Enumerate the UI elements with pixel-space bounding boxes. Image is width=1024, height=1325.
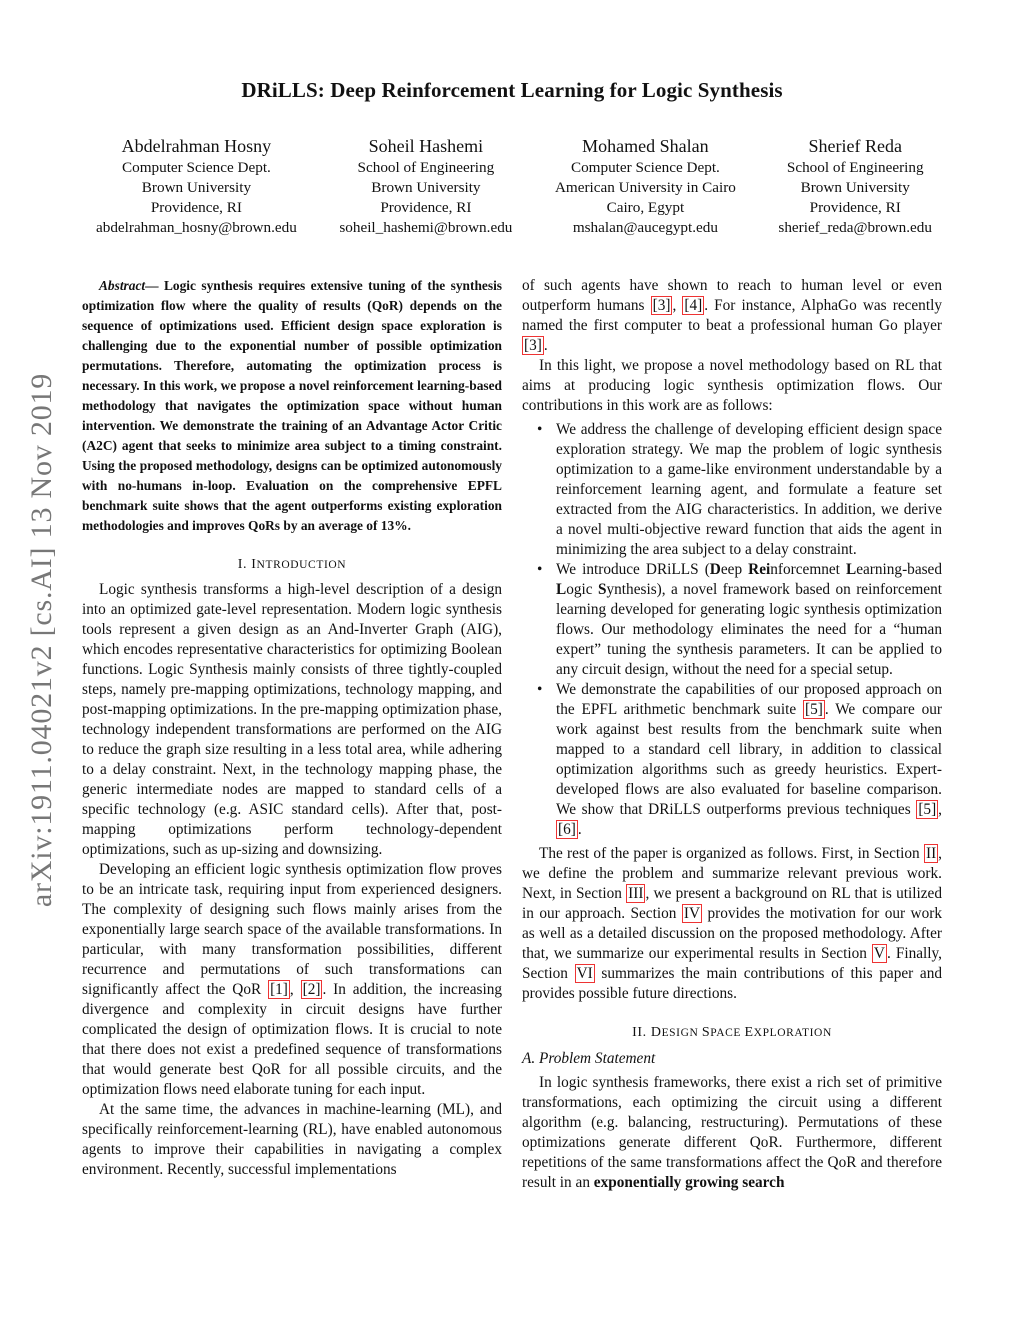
section-heading-introduction: I. INTRODUCTION xyxy=(237,557,347,572)
author-3 xyxy=(555,134,736,238)
list-item: • We introduce DRiLLS (Deep Reinforcemnet Learning-based Logic Synthesis), a novel framework based on reinforcement learning developed for generating logic synthesis optimization flows. Our methodology eliminates the need for a “human expert” tuning the synthesis parameters. It can be applied to any circuit design, without the need for a special setup. xyxy=(556,560,942,680)
section-link[interactable]: IV xyxy=(683,905,700,922)
author-dept: School of Engineering xyxy=(357,159,495,176)
citation-link[interactable]: [4] xyxy=(684,297,703,314)
citation-link[interactable]: [3] xyxy=(652,297,671,314)
right-paragraph-1: In this light, we propose a novel methodology based on RL that aims at producing logic synthesis optimization flows. Our contributions in this work are as follows: xyxy=(522,357,942,414)
citation-link[interactable]: [2] xyxy=(302,981,321,998)
section-link[interactable]: II xyxy=(925,845,937,862)
intro-paragraph-2: Developing an efficient logic synthesis optimization flow proves to be an intricate task, requiring input from experienced designers. The complexity of designing such flows mainly arises from the exponentially large search space of the available transformations. In particular, with many transformation possibilities, different recurrence and permutations of such transformations can significantly affect the QoR [1] , [2] . In addition, the increasing divergence and complexity in circuit designs have further complicated the design of optimization flows. It is crucial to note that there does not exist a predefined sequence of transformations that would generate best QoR for all possible circuits, and the optimization flows need elaborate tuning for each input. xyxy=(82,861,502,1098)
intro-paragraph-3: At the same time, the advances in machine-learning (ML), and specifically reinforcement-learning (RL), have enabled autonomous agents to improve their capabilities in navigating a complex environment. Recently, successful implementations xyxy=(82,1101,502,1178)
author-location: Providence, RI xyxy=(809,199,901,216)
author-dept: School of Engineering xyxy=(786,159,924,176)
section-link[interactable]: VI xyxy=(576,965,593,982)
author-2 xyxy=(339,134,512,238)
abstract xyxy=(82,276,502,536)
paper-title: DRiLLS: Deep Reinforcement Learning for Logic Synthesis xyxy=(241,78,783,102)
right-paragraph-2: The rest of the paper is organized as follows. First, in Section II , we define the problem and summarize relevant previous work. Next, in Section III , we present a background on RL that is utilized in our approach. Section IV provides the motivation for our work as well as a detailed discussion on the proposed methodology. After that, we summarize our experimental results in Section V . Finally, Section VI summarizes the main contributions of this paper and provides possible future directions. xyxy=(522,845,942,1002)
author-dept: Computer Science Dept. xyxy=(121,159,271,176)
citation-link[interactable]: [3] xyxy=(524,337,542,354)
author-univ: Brown University xyxy=(371,179,481,196)
author-dept: Computer Science Dept. xyxy=(570,159,720,176)
contributions-list xyxy=(522,420,942,840)
abstract-label: Abstract xyxy=(99,278,146,293)
abstract-dash: — xyxy=(145,278,159,293)
author-block xyxy=(96,134,932,238)
citation-link[interactable]: [6] xyxy=(558,821,576,838)
left-column xyxy=(82,276,502,1180)
section-link[interactable]: III xyxy=(628,885,644,902)
author-univ: American University in Cairo xyxy=(554,179,736,196)
abstract-text: Logic synthesis requires extensive tuning of the synthesis optimization flow where the quality of results (QoR) depends on the sequence of optimizations used. Efficient design space exploration is challenging due to the exponential number of possible optimization permutations. Therefore, automating the optimization process is necessary. In this work, we propose a novel reinforcement learning-based methodology that navigates the optimization space without human intervention. We demonstrate the training of an Advantage Actor Critic (A2C) agent that seeks to minimize area subject to a timing constraint. Using the proposed methodology, designs can be optimized autonomously with no-humans in-loop. Evaluation on the comprehensive EPFL benchmark suite shows that the agent outperforms existing exploration methodologies and improves QoRs by an average of 13%. xyxy=(82,278,502,533)
right-paragraph-0: of such agents have shown to reach to human level or even outperform humans [3] , [4] . For instance, AlphaGo was recently named the first computer to beat a professional human Go player [3] . xyxy=(522,277,942,354)
right-paragraph-3: In logic synthesis frameworks, there exist a rich set of primitive transformations, each optimizing the circuit using a different algorithm (e.g. balancing, restructuring). Permutations of these optimizations generate different QoR. Furthermore, different repetitions of the same transformations affect the QoR and therefore result in an exponentially growing search xyxy=(522,1074,942,1191)
author-email: mshalan@aucegypt.edu xyxy=(572,219,718,236)
author-univ: Brown University xyxy=(141,179,252,196)
author-email: sherief_reda@brown.edu xyxy=(778,219,932,236)
author-4 xyxy=(778,134,932,238)
author-email: soheil_hashemi@brown.edu xyxy=(339,219,513,236)
citation-link[interactable]: [5] xyxy=(804,701,823,718)
author-location: Providence, RI xyxy=(380,199,472,216)
section-link[interactable]: V xyxy=(873,945,885,962)
list-item: • We demonstrate the capabilities of our proposed approach on the EPFL arithmetic benchmark suite [5] . We compare our work against best results from the benchmark suite when mapped to a standard cell library, in addition to classical optimization algorithms such as greedy heuristics. Expert-developed flows are also evaluated for baseline comparison. We show that DRiLLS outperforms previous techniques [5] , [6] . xyxy=(556,680,942,840)
intro-paragraph-1: Logic synthesis transforms a high-level description of a design into an optimized gate-level representation. Modern logic synthesis tools represent a given design as an And-Inverter Graph (AIG), which encodes representative characteristics for optimizing Boolean functions. Logic Synthesis mainly consists of three tightly-coupled steps, namely pre-mapping optimizations, technology mapping, and post-mapping optimizations. In the pre-mapping optimization phase, technology independent transformations are performed on the AIG to reduce the graph size resulting in a less total area, while adhering to a delay constraint. Next, in the technology mapping phase, the generic intermediate nodes are mapped to standard cells of a specific technology (e.g. ASIC standard cells). After that, post-mapping optimizations perform technology-dependent optimizations, such as up-sizing and downsizing. xyxy=(82,581,502,858)
author-name: Sherief Reda xyxy=(808,136,902,156)
citation-link[interactable]: [5] xyxy=(918,801,937,818)
author-email: abdelrahman_hosny@brown.edu xyxy=(96,219,297,236)
author-1 xyxy=(96,134,297,238)
author-location: Cairo, Egypt xyxy=(606,199,685,216)
section-heading-design-space-exploration: II. DESIGN SPACE EXPLORATION xyxy=(632,1025,832,1040)
arxiv-stamp: arXiv:1911.04021v2 [cs.AI] 13 Nov 2019 xyxy=(25,372,58,908)
author-location: Providence, RI xyxy=(150,199,242,216)
author-name: Mohamed Shalan xyxy=(582,136,709,156)
author-univ: Brown University xyxy=(800,179,910,196)
citation-link[interactable]: [1] xyxy=(270,981,288,998)
author-name: Abdelrahman Hosny xyxy=(121,136,272,156)
list-item: • We address the challenge of developing efficient design space exploration strategy. We map the problem of logic synthesis optimization to a game-like environment understandable by a reinforcement learning agent, and formulate a feature set extracted from the AIG characteristics. In addition, we derive a novel multi-objective reward function that aids the agent in minimizing the area subject to a delay constraint. xyxy=(556,420,942,560)
right-column xyxy=(522,276,942,1193)
author-name: Soheil Hashemi xyxy=(368,136,484,156)
subsection-heading: A. Problem Statement xyxy=(522,1050,656,1067)
